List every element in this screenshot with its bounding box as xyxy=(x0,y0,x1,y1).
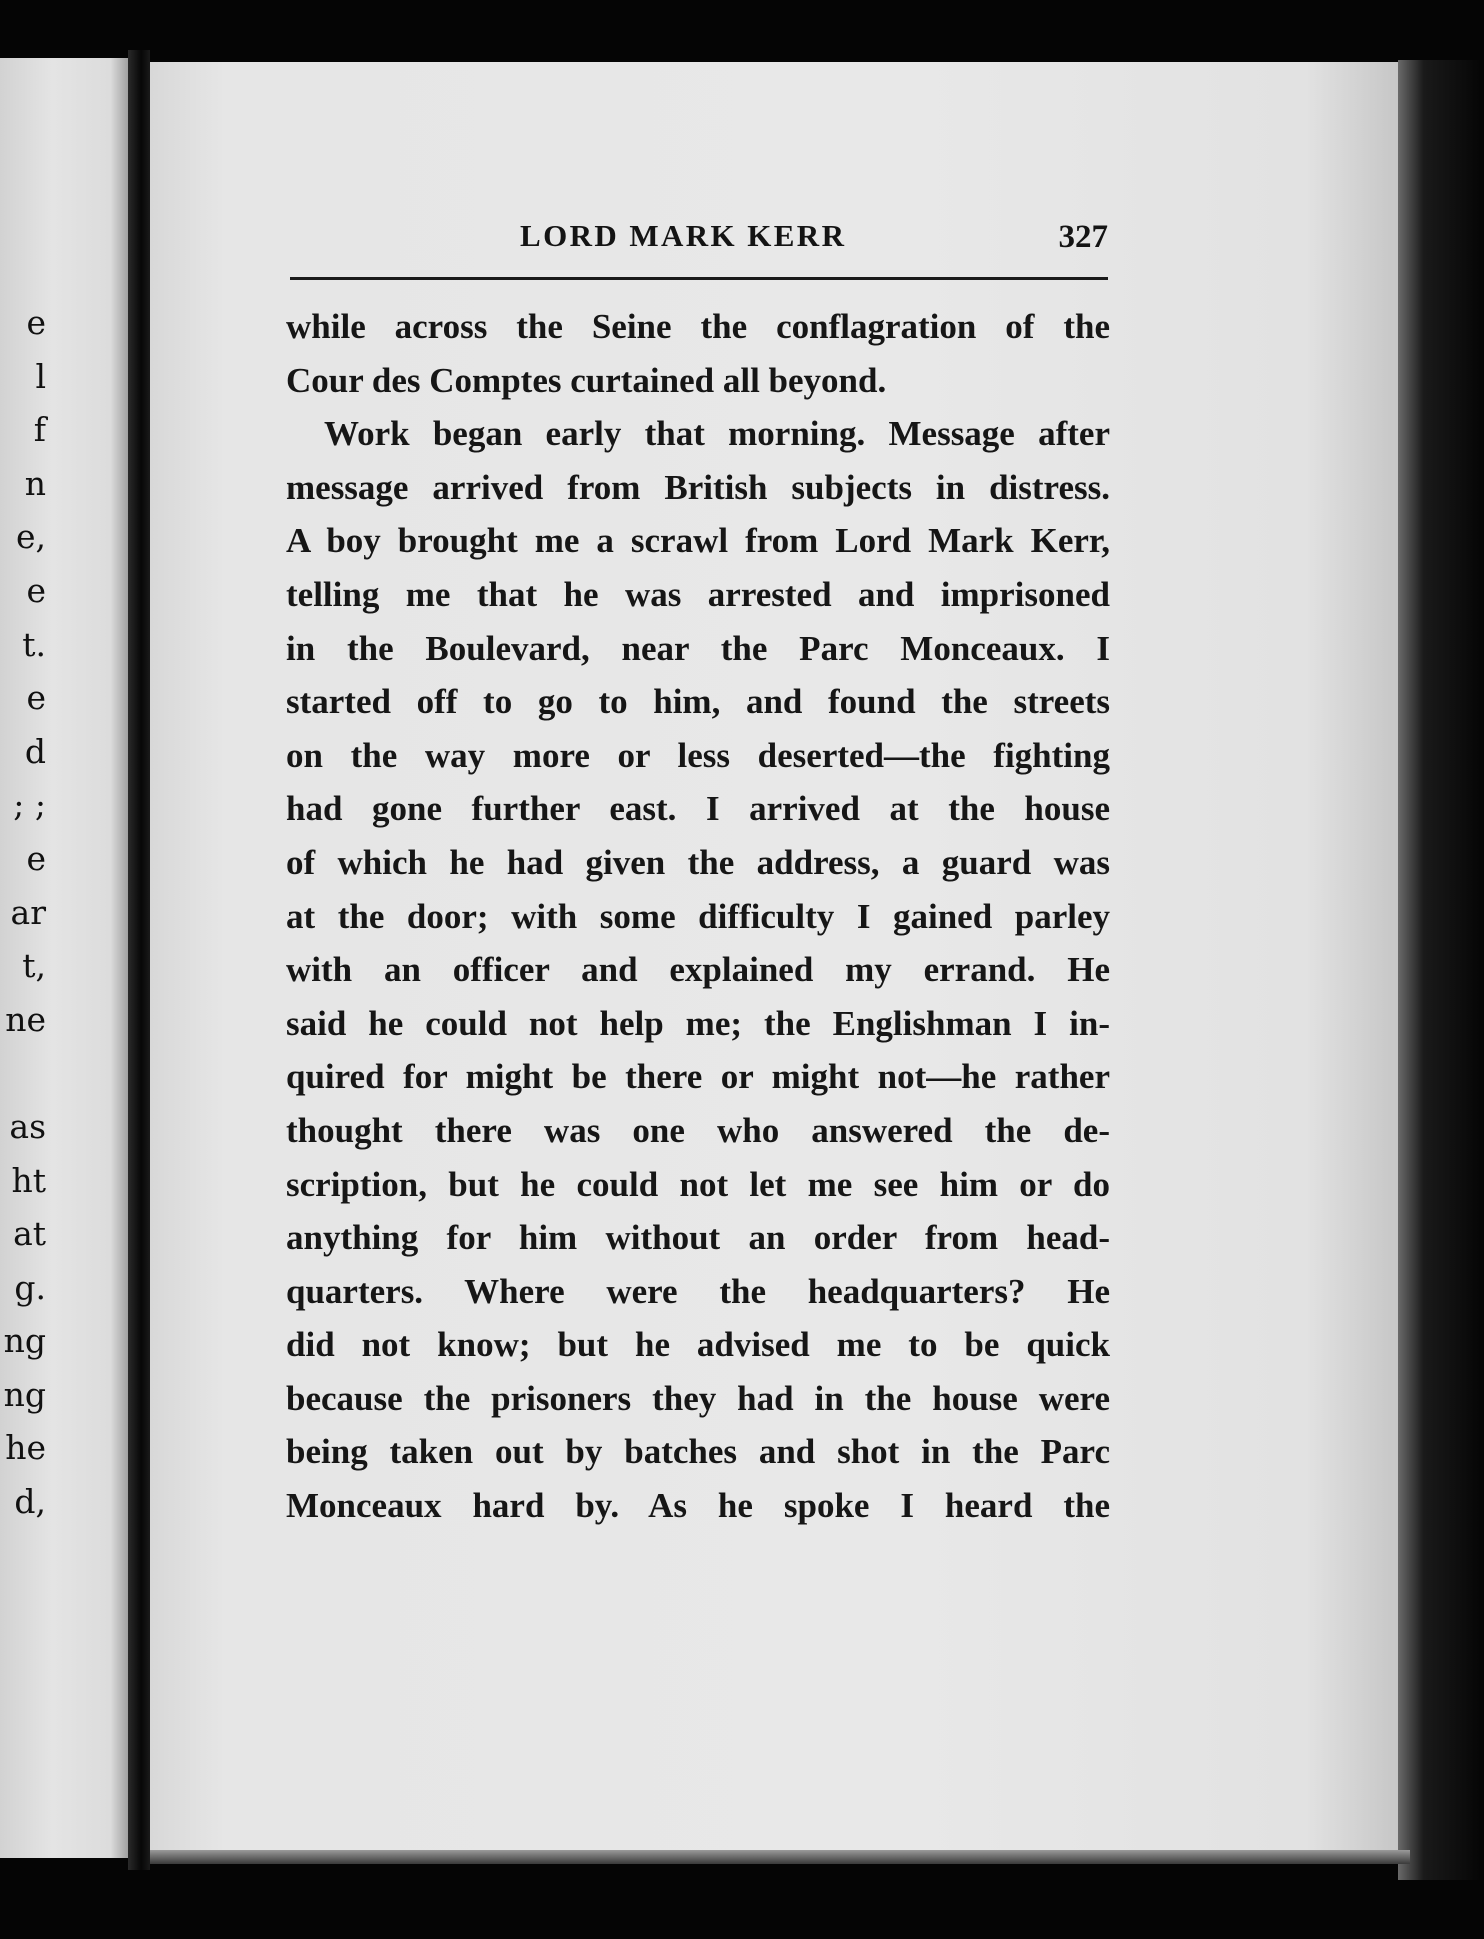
text-line: Work began early that morning. Message after xyxy=(324,414,1110,454)
running-head xyxy=(290,218,1108,266)
text-line: with an officer and explained my errand. He xyxy=(286,950,1110,990)
facing-page-fragment: t. xyxy=(22,624,46,664)
text-line: anything for him without an order from head- xyxy=(286,1218,1110,1258)
book-gutter xyxy=(128,50,150,1870)
text-line: because the prisoners they had in the house were xyxy=(286,1378,1110,1418)
text-line: said he could not help me; the Englishman I in- xyxy=(286,1003,1110,1043)
text-line: telling me that he was arrested and imprisoned xyxy=(286,574,1110,614)
page-right-edge xyxy=(1398,60,1484,1880)
facing-page-fragment xyxy=(0,1046,46,1100)
facing-page-fragment: f xyxy=(33,410,46,450)
facing-page-fragment: at xyxy=(13,1214,46,1254)
facing-page-fragment: l xyxy=(35,356,46,396)
page-bottom-edge xyxy=(150,1850,1410,1864)
facing-page-fragment: ng xyxy=(3,1321,46,1361)
text-line: of which he had given the address, a guard was xyxy=(286,842,1110,882)
text-line: scription, but he could not let me see him or do xyxy=(286,1164,1110,1204)
text-line: Cour des Comptes curtained all beyond. xyxy=(286,360,887,400)
text-line: in the Boulevard, near the Parc Monceaux. I xyxy=(286,628,1110,668)
text-line: on the way more or less deserted—the fighting xyxy=(286,735,1110,775)
facing-page-fragment: e xyxy=(26,570,46,610)
facing-page-fragment: ng xyxy=(3,1374,46,1414)
facing-page-fragment: ht xyxy=(11,1160,46,1200)
facing-page-fragment: ne xyxy=(5,999,46,1039)
text-line: had gone further east. I arrived at the house xyxy=(286,789,1110,829)
text-line: quired for might be there or might not—he rather xyxy=(286,1057,1110,1097)
text-line: quarters. Where were the headquarters? He xyxy=(286,1271,1110,1311)
facing-page-fragment: e xyxy=(26,838,46,878)
facing-page-fragment: e xyxy=(26,678,46,718)
facing-page-fragment: t, xyxy=(22,946,46,986)
running-title: LORD MARK KERR xyxy=(520,218,847,253)
page-number: 327 xyxy=(1058,219,1108,255)
facing-page-fragment: e xyxy=(26,303,46,342)
text-line: thought there was one who answered the de- xyxy=(286,1110,1110,1150)
text-line: message arrived from British subjects in distress. xyxy=(286,467,1110,507)
text-line: at the door; with some difficulty I gained parley xyxy=(286,896,1110,936)
facing-page-fragment: d, xyxy=(14,1482,46,1522)
text-line: A boy brought me a scrawl from Lord Mark Kerr, xyxy=(286,521,1110,561)
text-line: did not know; but he advised me to be quick xyxy=(286,1325,1110,1365)
facing-page-fragment: e, xyxy=(15,517,46,557)
facing-page-fragment: he xyxy=(5,1428,46,1468)
facing-page-fragment: g. xyxy=(14,1267,46,1307)
facing-page-text-fragments xyxy=(0,296,46,1529)
facing-page-fragment: as xyxy=(9,1106,46,1146)
body-text xyxy=(286,300,1110,1533)
facing-page-fragment: d xyxy=(24,731,46,771)
facing-page-fragment: ar xyxy=(10,892,46,932)
text-line: being taken out by batches and shot in the Parc xyxy=(286,1432,1110,1472)
text-line: started off to go to him, and found the streets xyxy=(286,682,1110,722)
text-line: Monceaux hard by. As he spoke I heard the xyxy=(286,1486,1110,1526)
facing-page-fragment: n xyxy=(24,463,46,503)
text-line: while across the Seine the conflagration of the xyxy=(286,307,1110,346)
header-rule xyxy=(290,277,1108,280)
facing-page-fragment: ; ; xyxy=(13,785,46,825)
